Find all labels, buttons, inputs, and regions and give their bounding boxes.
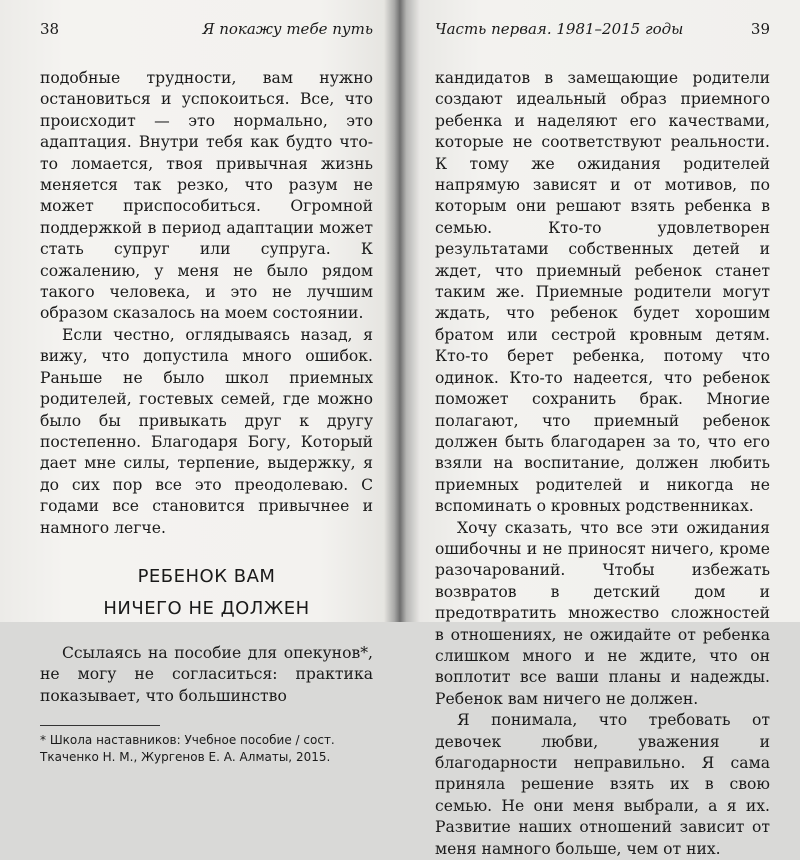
right-paragraph-1: кандидатов в замещающие родители создают идеальный образ приемного ребенка и наделяют его качествами, которые не соответствуют реальности. К тому же ожидания родителей напрямую зависят и от мотивов, по которым они решают взять ребенка в семью. Кто-то удовлетворен результатами собственных детей и ждет, что приемный ребенок станет таким же. Приемные родители могут ждать, что ребенок будет хорошим братом или сестрой кровным детям. Кто-то берет ребенка, потому что одинок. Кто-то надеется, что ребенок поможет сохранить брак. Многие полагают, что приемный ребенок должен быть благодарен за то, что его взяли на воспитание, должен любить приемных родителей и никогда не вспоминать о кровных родственниках. <box>435 69 770 516</box>
left-paragraph-1: подобные трудности, вам нужно остановиться и успокоиться. Все, что происходит — это нормально, это адаптация. Внутри тебя как будто что-то ломается, твоя привычная жизнь меняется так резко, что разум не может приспособиться. Огромной поддержкой в период адаптации может стать супруг или супруга. К сожалению, у меня не было рядом такого человека, и это не лучшим образом сказалось на моем состоянии. <box>40 69 373 323</box>
left-running-head: Я покажу тебе путь <box>202 20 373 38</box>
left-page <box>0 0 395 765</box>
section-heading-line-1: РЕБЕНОК ВАМ <box>137 565 276 587</box>
section-heading <box>40 561 373 625</box>
right-running-head: Часть первая. 1981–2015 годы <box>435 20 684 38</box>
section-heading-line-2: НИЧЕГО НЕ ДОЛЖЕН <box>103 597 310 619</box>
left-page-header <box>40 20 373 50</box>
left-paragraph-2: Если честно, оглядываясь назад, я вижу, что допустила много ошибок. Раньше не было школ приемных родителей, гостевых семей, где можно было бы привыкать друг к другу постепенно. Благодаря Богу, Который дает мне силы, терпение, выдержку, я до сих пор все это преодолеваю. С годами все становится привычнее и намного легче. <box>40 325 373 537</box>
right-page <box>405 0 800 858</box>
footnote-divider <box>40 725 160 726</box>
right-paragraph-3: Я понимала, что требовать от девочек любви, уважения и благодарности неправильно. Я сама приняла решение взять их в свою семью. Не они меня выбрали, а я их. Развитие наших отношений зависит от меня намного больше, чем от них. <box>435 711 770 858</box>
left-paragraph-3: Ссылаясь на пособие для опекунов*, не могу не согласиться: практика показывает, что большинство <box>40 643 373 705</box>
right-page-number: 39 <box>750 20 770 38</box>
right-page-header <box>435 20 770 50</box>
right-paragraph-2: Хочу сказать, что все эти ожидания ошибочны и не приносят ничего, кроме разочарований. Чтобы избежать возвратов в детский дом и предотвратить множество сложностей в отношениях, не ожидайте от ребенка слишком много и не ждите, что он воплотит все ваши планы и надежды. Ребенок вам ничего не должен. <box>435 518 770 708</box>
left-page-number: 38 <box>40 20 60 38</box>
footnote: * Школа наставников: Учебное пособие / сост. Ткаченко Н. М., Жургенов Е. А. Алматы, 2015. <box>40 733 335 765</box>
